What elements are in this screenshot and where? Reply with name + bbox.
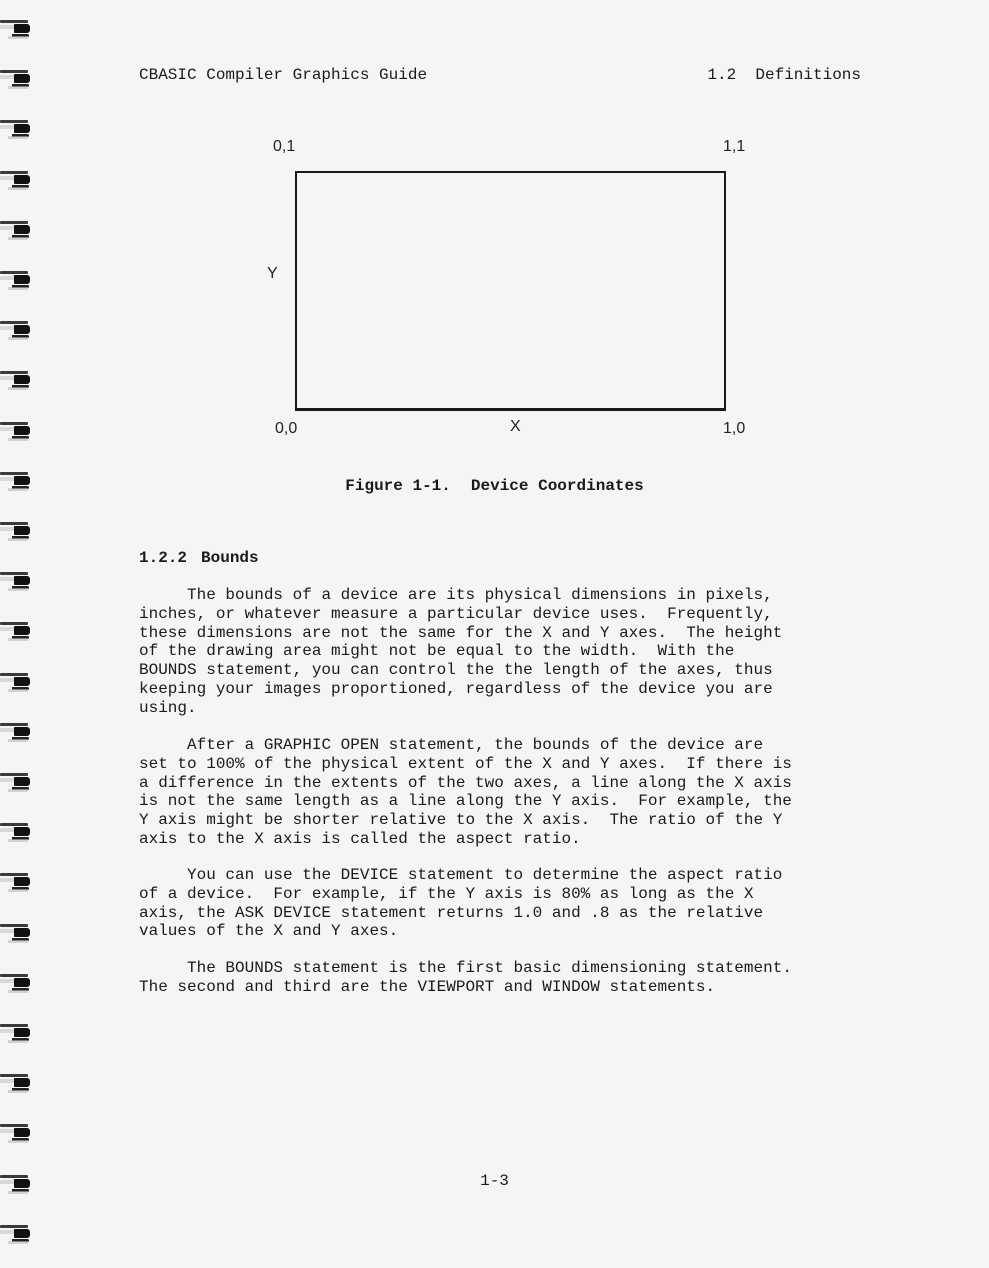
binding-coil — [0, 520, 32, 542]
binding-coil — [0, 18, 32, 40]
binding-coil — [0, 269, 32, 291]
corner-label-bottom-right: 1,0 — [723, 420, 746, 437]
binding-coil — [0, 1122, 32, 1144]
page-number: 1-3 — [480, 1172, 509, 1190]
binding-coil — [0, 1072, 32, 1094]
binding-coil — [0, 821, 32, 843]
binding-coil — [0, 771, 32, 793]
axis-label-y: Y — [267, 265, 278, 282]
binding-coil — [0, 721, 32, 743]
spiral-binding — [0, 0, 40, 1268]
binding-coil — [0, 972, 32, 994]
figure-caption — [0, 477, 989, 495]
section-title: Bounds — [201, 549, 259, 567]
binding-coil — [0, 1223, 32, 1245]
binding-coil — [0, 68, 32, 90]
binding-coil — [0, 922, 32, 944]
corner-label-top-right: 1,1 — [723, 138, 746, 155]
header-book-title: CBASIC Compiler Graphics Guide — [139, 66, 428, 84]
device-coordinates-figure — [250, 130, 770, 450]
binding-coil — [0, 671, 32, 693]
paragraph-dimensioning-statements: The BOUNDS statement is the first basic dimensioning statement. The second and third are the VIEWPORT and WINDOW statements. — [139, 959, 792, 996]
paragraph-graphic-open: After a GRAPHIC OPEN statement, the bounds of the device are set to 100% of the physical extent of the X and Y axes. If there is a difference in the extents of the two axes, a line along the X axis is not the same length as a line along the Y axis. For example, the Y axis might be shorter relative to the X axis. The ratio of the Y axis to the X axis is called the aspect ratio. — [139, 736, 792, 848]
binding-coil — [0, 118, 32, 140]
page-header — [139, 66, 861, 86]
section-number: 1.2.2 — [139, 549, 188, 567]
paragraph-bounds-intro: The bounds of a device are its physical dimensions in pixels, inches, or whatever measure a particular device uses. Frequently, these dimensions are not the same for the X and Y axes. The height of the drawing area might not be equal to the width. With the BOUNDS statement, you can control the the length of the axes, thus keeping your images proportioned, regardless of the device you are using. — [139, 586, 783, 717]
binding-coil — [0, 871, 32, 893]
binding-coil — [0, 420, 32, 442]
figure-number: Figure 1-1. — [345, 477, 451, 495]
corner-label-bottom-left: 0,0 — [275, 420, 298, 437]
device-rectangle — [295, 171, 726, 411]
corner-label-top-left: 0,1 — [273, 138, 296, 155]
binding-coil — [0, 319, 32, 341]
binding-coil — [0, 1022, 32, 1044]
binding-coil — [0, 369, 32, 391]
binding-coil — [0, 169, 32, 191]
section-heading — [139, 549, 259, 567]
header-section: 1.2 Definitions — [707, 66, 861, 84]
binding-coil — [0, 620, 32, 642]
binding-coil — [0, 219, 32, 241]
axis-label-x: X — [510, 418, 521, 435]
binding-coil — [0, 570, 32, 592]
figure-title: Device Coordinates — [470, 477, 644, 495]
paragraph-device-statement: You can use the DEVICE statement to determine the aspect ratio of a device. For example, if the Y axis is 80% as long as the X axis, the ASK DEVICE statement returns 1.0 and .8 as the relative values of the X and Y axes. — [139, 866, 783, 941]
